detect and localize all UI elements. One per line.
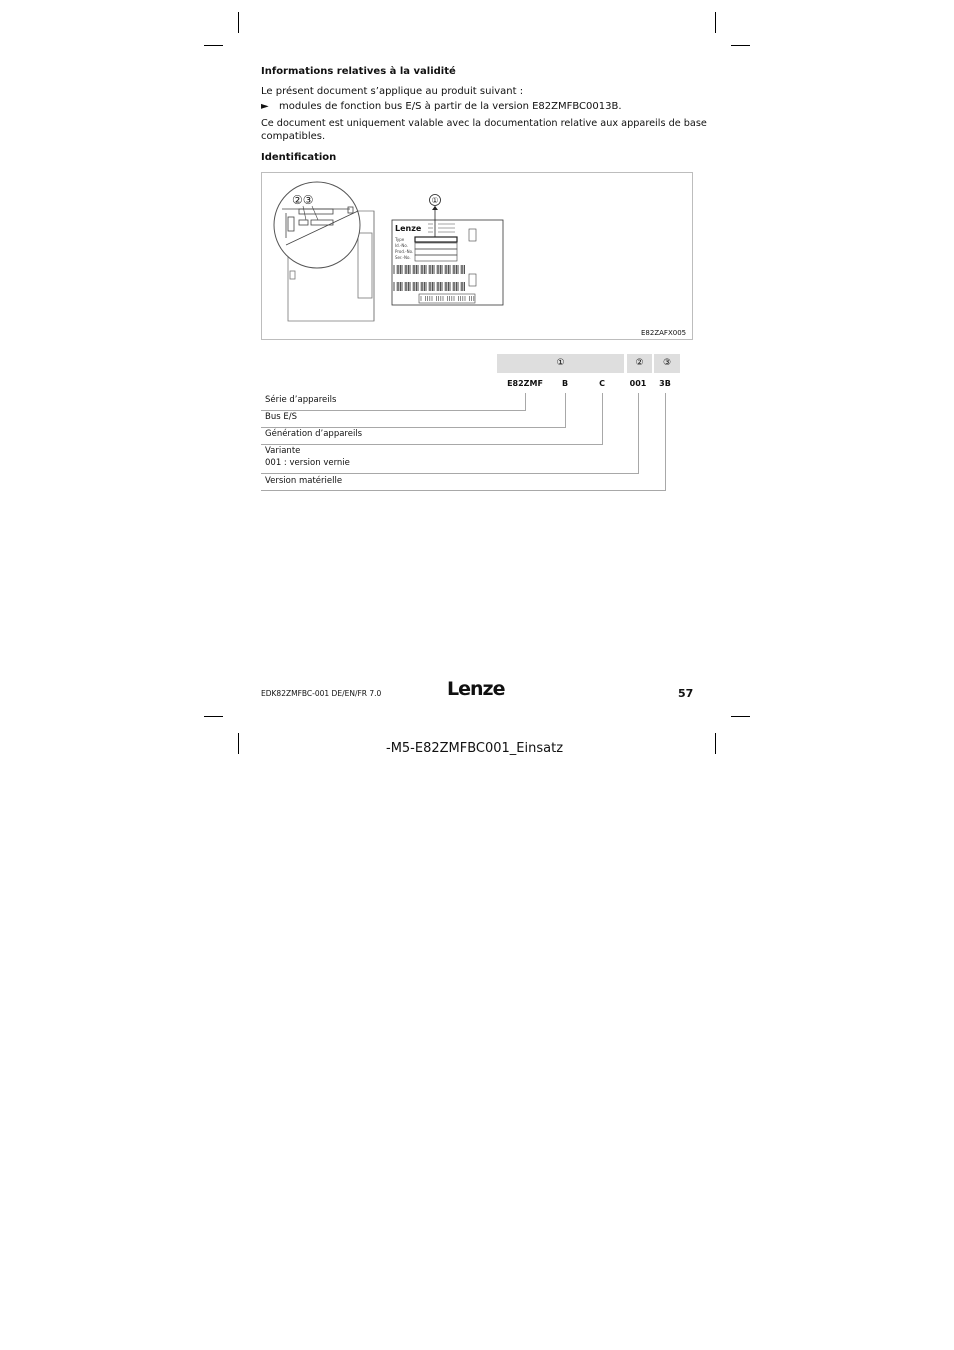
type-code-group-3	[654, 354, 680, 373]
group-label-1: ①	[556, 358, 565, 368]
nameplate-field: Id.-No.	[395, 243, 409, 248]
type-code-row-label: Série d’appareils	[265, 395, 337, 405]
code-part-generation: C	[599, 379, 605, 388]
type-code-group-1	[497, 354, 624, 373]
crop-mark	[715, 12, 716, 33]
group-label-2: ②	[635, 358, 644, 368]
connector-line	[602, 393, 603, 444]
note-text-line-2: compatibles.	[261, 131, 326, 142]
row-divider	[261, 473, 639, 474]
note-text-line-1: Ce document est uniquement valable avec la documentation relative aux appareils de base	[261, 118, 707, 129]
type-code-row-label: Version matérielle	[265, 476, 343, 486]
code-part-variant: 001	[629, 379, 647, 388]
section-title-validity: Informations relatives à la validité	[261, 66, 456, 77]
row-divider	[261, 490, 666, 491]
bullet-marker: ►	[261, 101, 269, 112]
group-label-3: ③	[662, 358, 672, 368]
crop-mark	[204, 716, 223, 717]
code-part-series: E82ZMF	[507, 379, 543, 388]
bullet-text: modules de fonction bus E/S à partir de la version E82ZMFBC0013B.	[279, 101, 622, 112]
row-divider	[261, 410, 526, 411]
code-part-hardware: 3B	[659, 379, 671, 388]
connector-line	[525, 393, 526, 410]
nameplate-field: Type	[395, 237, 405, 242]
type-code-row-sublabel: 001 : version vernie	[265, 458, 350, 468]
nameplate-field: Ser.-No.	[395, 255, 411, 260]
intro-text: Le présent document s’applique au produit suivant :	[261, 86, 524, 97]
crop-mark	[238, 733, 239, 754]
nameplate-field: Prod.-No.	[395, 249, 414, 254]
connector-line	[665, 393, 666, 490]
code-part-bus: B	[561, 379, 569, 388]
crop-mark	[731, 45, 750, 46]
type-code-row-label: Variante	[265, 446, 301, 456]
lenze-logo: Lenze	[447, 678, 505, 700]
crop-mark	[731, 716, 750, 717]
crop-mark	[238, 12, 239, 33]
nameplate-drawing	[262, 173, 692, 339]
callout-23: ②③	[292, 193, 314, 207]
crop-mark	[204, 45, 223, 46]
document-id: -M5-E82ZMFBC001_Einsatz	[386, 741, 564, 756]
callout-1: ①	[431, 196, 439, 205]
page-number: 57	[678, 687, 694, 700]
footer-doc-ref: EDK82ZMFBC-001 DE/EN/FR 7.0	[261, 689, 382, 698]
row-divider	[261, 444, 603, 445]
crop-mark	[715, 733, 716, 754]
type-code-row-label: Bus E/S	[265, 412, 297, 422]
type-code-row-label: Génération d’appareils	[265, 429, 363, 439]
type-code-group-2	[627, 354, 652, 373]
figure-caption: E82ZAFX005	[641, 329, 687, 337]
connector-line	[565, 393, 566, 427]
nameplate-logo: Lenze	[395, 224, 422, 233]
connector-line	[638, 393, 639, 473]
section-title-identification: Identification	[261, 152, 337, 163]
